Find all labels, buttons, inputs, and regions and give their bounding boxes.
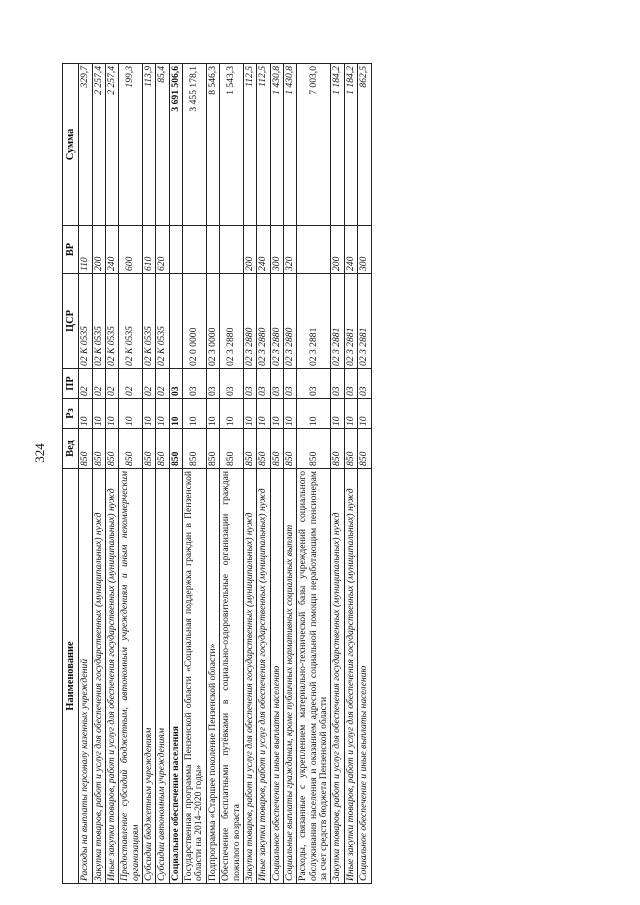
cell-vr: 110 bbox=[79, 226, 92, 274]
cell-sum: 1 543,3 bbox=[220, 64, 244, 226]
cell-name: Социальное обеспечение и иные выплаты населению bbox=[358, 469, 371, 884]
cell-name: Социальное обеспечение и иные выплаты населению bbox=[270, 469, 283, 884]
cell-pr: 02 bbox=[119, 369, 143, 399]
cell-name: Расходы, связанные с укреплением материально-технической базы учреждений социального обслуживания населения и оказанием адресной социальной помощи неработающим пенсионерам за счет средств бюджета Пензенской области bbox=[297, 469, 331, 884]
header-sum: Сумма bbox=[63, 64, 79, 226]
cell-name: Социальные выплаты гражданам, кроме публичных нормативных социальных выплат bbox=[283, 469, 296, 884]
page-number: 324 bbox=[32, 443, 47, 463]
cell-vr: 600 bbox=[119, 226, 143, 274]
cell-pr: 02 bbox=[143, 369, 156, 399]
table-row bbox=[257, 64, 270, 884]
cell-csr: 02 0 0000 bbox=[183, 274, 207, 369]
cell-ved: 850 bbox=[105, 429, 118, 469]
table-row bbox=[358, 64, 371, 884]
cell-sum: 113,9 bbox=[143, 64, 156, 226]
cell-vr: 620 bbox=[156, 226, 169, 274]
cell-ved: 850 bbox=[257, 429, 270, 469]
cell-sum: 3 691 506,6 bbox=[169, 64, 182, 226]
cell-name: Обеспечение бесплатными путёвками в социально-оздоровительные организации граждан пожилого возраста bbox=[220, 469, 244, 884]
cell-pr: 03 bbox=[270, 369, 283, 399]
cell-ved: 850 bbox=[243, 429, 256, 469]
cell-sum: 8 546,3 bbox=[206, 64, 219, 226]
cell-pr: 03 bbox=[297, 369, 331, 399]
table-row bbox=[283, 64, 296, 884]
cell-csr: 02 К 0535 bbox=[92, 274, 105, 369]
cell-name: Предоставление субсидий бюджетным, автономным учреждениям и иным некоммерческим организациям bbox=[119, 469, 143, 884]
cell-vr: 300 bbox=[358, 226, 371, 274]
cell-rz: 10 bbox=[270, 399, 283, 429]
cell-vr: 610 bbox=[143, 226, 156, 274]
cell-pr: 03 bbox=[243, 369, 256, 399]
table-row bbox=[92, 64, 105, 884]
cell-sum: 112,5 bbox=[257, 64, 270, 226]
cell-name: Иные закупки товаров, работ и услуг для обеспечения государственных (муниципальных) нужд bbox=[344, 469, 357, 884]
cell-rz: 10 bbox=[358, 399, 371, 429]
cell-csr: 02 3 2881 bbox=[344, 274, 357, 369]
cell-pr: 02 bbox=[92, 369, 105, 399]
table-body bbox=[79, 64, 371, 884]
cell-ved: 850 bbox=[206, 429, 219, 469]
cell-name: Подпрограмма «Старшее поколение Пензенской области» bbox=[206, 469, 219, 884]
cell-rz: 10 bbox=[92, 399, 105, 429]
cell-rz: 10 bbox=[119, 399, 143, 429]
cell-pr: 03 bbox=[283, 369, 296, 399]
header-name: Наименование bbox=[63, 469, 79, 884]
cell-ved: 850 bbox=[297, 429, 331, 469]
cell-vr bbox=[206, 226, 219, 274]
cell-sum: 1 184,2 bbox=[331, 64, 344, 226]
cell-ved: 850 bbox=[92, 429, 105, 469]
cell-name: Закупка товаров, работ и услуг для обеспечения государственных (муниципальных) нужд bbox=[331, 469, 344, 884]
table-row bbox=[206, 64, 219, 884]
cell-vr: 240 bbox=[344, 226, 357, 274]
cell-ved: 850 bbox=[183, 429, 207, 469]
cell-csr: 02 3 2881 bbox=[358, 274, 371, 369]
cell-csr: 02 К 0535 bbox=[156, 274, 169, 369]
cell-name: Субсидии автономным учреждениям bbox=[156, 469, 169, 884]
cell-ved: 850 bbox=[283, 429, 296, 469]
cell-csr: 02 К 0535 bbox=[105, 274, 118, 369]
cell-sum: 329,7 bbox=[79, 64, 92, 226]
table-row bbox=[169, 64, 182, 884]
cell-csr: 02 3 2880 bbox=[283, 274, 296, 369]
cell-vr: 200 bbox=[92, 226, 105, 274]
cell-pr: 02 bbox=[79, 369, 92, 399]
cell-sum: 2 257,4 bbox=[105, 64, 118, 226]
cell-vr: 240 bbox=[105, 226, 118, 274]
cell-ved: 850 bbox=[143, 429, 156, 469]
cell-pr: 03 bbox=[331, 369, 344, 399]
table-header-row bbox=[63, 64, 79, 884]
cell-name: Социальное обеспечение населения bbox=[169, 469, 182, 884]
header-pr: ПР bbox=[63, 369, 79, 399]
cell-name: Закупка товаров, работ и услуг для обеспечения государственных (муниципальных) нужд bbox=[243, 469, 256, 884]
cell-ved: 850 bbox=[119, 429, 143, 469]
table-row bbox=[105, 64, 118, 884]
table-row bbox=[183, 64, 207, 884]
table-row bbox=[344, 64, 357, 884]
cell-pr: 02 bbox=[105, 369, 118, 399]
cell-name: Расходы на выплаты персоналу казенных учреждений bbox=[79, 469, 92, 884]
cell-vr bbox=[297, 226, 331, 274]
cell-pr: 03 bbox=[344, 369, 357, 399]
table-row bbox=[143, 64, 156, 884]
cell-vr: 240 bbox=[257, 226, 270, 274]
cell-name: Субсидии бюджетным учреждениям bbox=[143, 469, 156, 884]
cell-pr: 03 bbox=[169, 369, 182, 399]
cell-ved: 850 bbox=[358, 429, 371, 469]
table-row bbox=[331, 64, 344, 884]
cell-ved: 850 bbox=[220, 429, 244, 469]
cell-sum: 112,5 bbox=[243, 64, 256, 226]
cell-pr: 03 bbox=[220, 369, 244, 399]
cell-rz: 10 bbox=[243, 399, 256, 429]
cell-csr: 02 3 2881 bbox=[297, 274, 331, 369]
cell-csr: 02 3 2880 bbox=[243, 274, 256, 369]
cell-vr: 200 bbox=[243, 226, 256, 274]
header-rz: Рз bbox=[63, 399, 79, 429]
cell-vr bbox=[169, 226, 182, 274]
cell-name: Закупка товаров, работ и услуг для обеспечения государственных (муниципальных) нужд bbox=[92, 469, 105, 884]
cell-name: Иные закупки товаров, работ и услуг для обеспечения государственных (муниципальных) нужд bbox=[257, 469, 270, 884]
cell-sum: 1 430,8 bbox=[270, 64, 283, 226]
cell-rz: 10 bbox=[344, 399, 357, 429]
cell-csr: 02 3 2880 bbox=[257, 274, 270, 369]
table-row bbox=[156, 64, 169, 884]
cell-csr: 02 К 0535 bbox=[119, 274, 143, 369]
table-row bbox=[220, 64, 244, 884]
cell-rz: 10 bbox=[297, 399, 331, 429]
cell-rz: 10 bbox=[283, 399, 296, 429]
cell-vr: 300 bbox=[270, 226, 283, 274]
cell-vr bbox=[220, 226, 244, 274]
table-row bbox=[297, 64, 331, 884]
header-ved: Вед bbox=[63, 429, 79, 469]
cell-sum: 85,4 bbox=[156, 64, 169, 226]
cell-ved: 850 bbox=[344, 429, 357, 469]
cell-name: Иные закупки товаров, работ и услуг для обеспечения государственных (муниципальных) нужд bbox=[105, 469, 118, 884]
cell-rz: 10 bbox=[206, 399, 219, 429]
header-vr: ВР bbox=[63, 226, 79, 274]
cell-csr: 02 3 0000 bbox=[206, 274, 219, 369]
cell-ved: 850 bbox=[270, 429, 283, 469]
cell-csr: 02 3 2881 bbox=[331, 274, 344, 369]
cell-rz: 10 bbox=[183, 399, 207, 429]
cell-sum: 862,5 bbox=[358, 64, 371, 226]
table-row bbox=[119, 64, 143, 884]
cell-rz: 10 bbox=[143, 399, 156, 429]
cell-ved: 850 bbox=[331, 429, 344, 469]
cell-ved: 850 bbox=[156, 429, 169, 469]
cell-csr: 02 3 2880 bbox=[220, 274, 244, 369]
cell-rz: 10 bbox=[331, 399, 344, 429]
table-row bbox=[270, 64, 283, 884]
table-row bbox=[79, 64, 92, 884]
cell-vr: 200 bbox=[331, 226, 344, 274]
header-csr: ЦСР bbox=[63, 274, 79, 369]
cell-vr bbox=[183, 226, 207, 274]
cell-pr: 03 bbox=[206, 369, 219, 399]
cell-sum: 199,3 bbox=[119, 64, 143, 226]
cell-sum: 2 257,4 bbox=[92, 64, 105, 226]
cell-ved: 850 bbox=[79, 429, 92, 469]
cell-rz: 10 bbox=[220, 399, 244, 429]
cell-csr bbox=[169, 274, 182, 369]
rotated-table-container bbox=[62, 64, 544, 884]
cell-pr: 03 bbox=[183, 369, 207, 399]
cell-name: Государственная программа Пензенской области «Социальная поддержка граждан в Пензенской области на 2014–2020 годы» bbox=[183, 469, 207, 884]
cell-csr: 02 К 0535 bbox=[143, 274, 156, 369]
budget-table bbox=[62, 63, 372, 884]
cell-csr: 02 3 2880 bbox=[270, 274, 283, 369]
cell-sum: 7 003,0 bbox=[297, 64, 331, 226]
cell-rz: 10 bbox=[257, 399, 270, 429]
cell-sum: 3 455 178,1 bbox=[183, 64, 207, 226]
cell-csr: 02 К 0535 bbox=[79, 274, 92, 369]
cell-rz: 10 bbox=[79, 399, 92, 429]
cell-rz: 10 bbox=[169, 399, 182, 429]
cell-pr: 03 bbox=[257, 369, 270, 399]
cell-pr: 02 bbox=[156, 369, 169, 399]
cell-vr: 320 bbox=[283, 226, 296, 274]
cell-pr: 03 bbox=[358, 369, 371, 399]
cell-sum: 1 430,8 bbox=[283, 64, 296, 226]
cell-rz: 10 bbox=[156, 399, 169, 429]
cell-rz: 10 bbox=[105, 399, 118, 429]
table-row bbox=[243, 64, 256, 884]
cell-ved: 850 bbox=[169, 429, 182, 469]
cell-sum: 1 184,2 bbox=[344, 64, 357, 226]
